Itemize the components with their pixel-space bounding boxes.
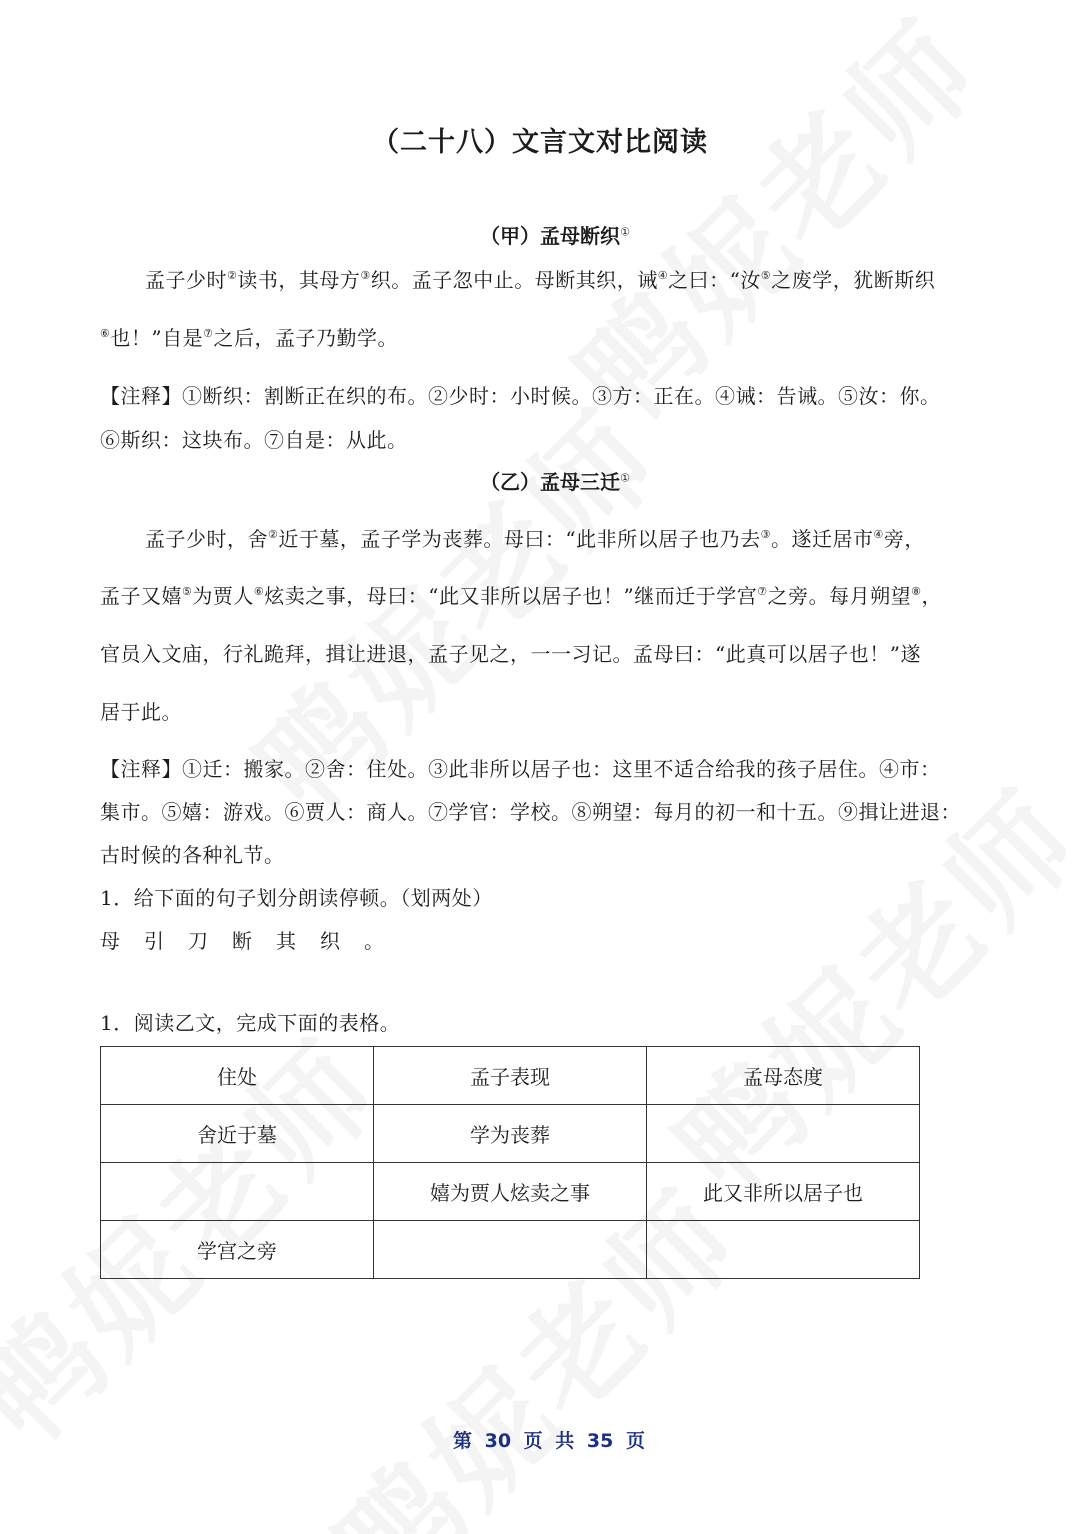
passage-b-notes: 集市。⑤嬉：游戏。⑥贾人：商人。⑦学官：学校。⑧朔望：每月的初一和十五。⑨揖让进退： xyxy=(100,800,961,824)
passage-a-heading-text: （甲）孟母断织 xyxy=(480,224,621,248)
text-run: 近于墓，孟子学为丧葬。母曰：“此非所以居子也乃去 xyxy=(278,527,761,551)
table-cell-answer-blank[interactable] xyxy=(101,1163,374,1221)
text-run: 织。孟子忽中止。母断其织，诫 xyxy=(370,268,658,292)
passage-b-heading-text: （乙）孟母三迁 xyxy=(480,470,621,494)
footnote-mark: ⑤ xyxy=(760,269,772,282)
footnote-mark: ③ xyxy=(360,269,371,282)
text-run: 炫卖之事，母曰：“此又非所以居子也！”继而迁于学宫 xyxy=(264,584,758,608)
text-run: 之废学，犹断斯织 xyxy=(771,268,936,292)
passage-a-notes: 【注释】①断织：割断正在织的布。②少时：小时候。③方：正在。④诫：告诫。⑤汝：你。 xyxy=(100,384,941,408)
passage-b-line xyxy=(100,580,1010,609)
table-row xyxy=(101,1221,920,1279)
table-header-row xyxy=(101,1047,920,1105)
passage-b-line: 居于此。 xyxy=(100,700,182,724)
table-cell: 学为丧葬 xyxy=(374,1105,647,1163)
text-run: 孟子又嬉 xyxy=(100,584,182,608)
footnote-mark: ② xyxy=(227,269,238,282)
footnote-mark: ⑥ xyxy=(100,327,111,340)
question-1-sentence: 母引刀断其织。 xyxy=(100,929,408,953)
table-cell-answer-blank[interactable] xyxy=(647,1221,920,1279)
footnote-mark: ④ xyxy=(657,269,669,282)
text-run: 读书，其母方 xyxy=(237,268,361,292)
table-cell: 此又非所以居子也 xyxy=(647,1163,920,1221)
question-1-prompt: 1．给下面的句子划分朗读停顿。（划两处） xyxy=(100,886,493,910)
text-run: 孟子少时 xyxy=(145,268,227,292)
footnote-mark: ① xyxy=(620,225,630,239)
footnote-mark: ① xyxy=(620,471,630,485)
passage-b-notes: 【注释】①迁：搬家。②舍：住处。③此非所以居子也：这里不适合给我的孩子居住。④市： xyxy=(100,757,941,781)
passage-b-notes: 古时候的各种礼节。 xyxy=(100,843,285,867)
text-run: 为贾人 xyxy=(192,584,254,608)
footnote-mark: ④ xyxy=(873,528,884,541)
text-run: 之后，孟子乃勤学。 xyxy=(213,326,398,350)
text-run: 之旁。每月朔望 xyxy=(767,584,912,608)
passage-b-line: 官员入文庙，行礼跪拜，揖让进退，孟子见之，一一习记。孟母曰：“此真可以居子也！”遂 xyxy=(100,642,921,666)
table-cell: 嬉为贾人炫卖之事 xyxy=(374,1163,647,1221)
table-cell: 舍近于墓 xyxy=(101,1105,374,1163)
text-run: ， xyxy=(921,584,942,608)
footnote-mark: ⑥ xyxy=(253,585,265,598)
passage-a-line xyxy=(145,264,1055,293)
table-row xyxy=(101,1163,920,1221)
passage-a-line xyxy=(100,322,1010,351)
text-run: 之曰：“汝 xyxy=(668,268,761,292)
answer-table xyxy=(100,1046,920,1279)
passage-b-line xyxy=(145,523,1055,552)
text-run: 孟子少时，舍 xyxy=(145,527,268,551)
page-title: （二十八）文言文对比阅读 xyxy=(372,127,708,158)
table-cell-answer-blank[interactable] xyxy=(647,1105,920,1163)
table-header-cell: 孟母态度 xyxy=(647,1047,920,1105)
table-cell: 学宫之旁 xyxy=(101,1221,374,1279)
table-header-cell: 住处 xyxy=(101,1047,374,1105)
footnote-mark: ⑦ xyxy=(203,327,214,340)
table-cell-answer-blank[interactable] xyxy=(374,1221,647,1279)
passage-b-heading xyxy=(0,466,1080,495)
passage-a-heading xyxy=(0,220,1080,249)
footnote-mark: ⑧ xyxy=(911,585,922,598)
page-footer: 第 30 页 共 35 页 xyxy=(453,1430,645,1452)
text-run: 旁， xyxy=(883,527,925,551)
question-2-prompt: 1．阅读乙文，完成下面的表格。 xyxy=(100,1011,401,1035)
footnote-mark: ⑦ xyxy=(757,585,768,598)
text-run: 。遂迁居市 xyxy=(770,527,874,551)
footnote-mark: ② xyxy=(268,528,279,541)
table-row xyxy=(101,1105,920,1163)
footnote-mark: ③ xyxy=(760,528,771,541)
footnote-mark: ⑤ xyxy=(182,585,193,598)
table-header-cell: 孟子表现 xyxy=(374,1047,647,1105)
passage-a-notes: ⑥斯织：这块布。⑦自是：从此。 xyxy=(100,428,408,452)
text-run: 也！”自是 xyxy=(110,326,204,350)
